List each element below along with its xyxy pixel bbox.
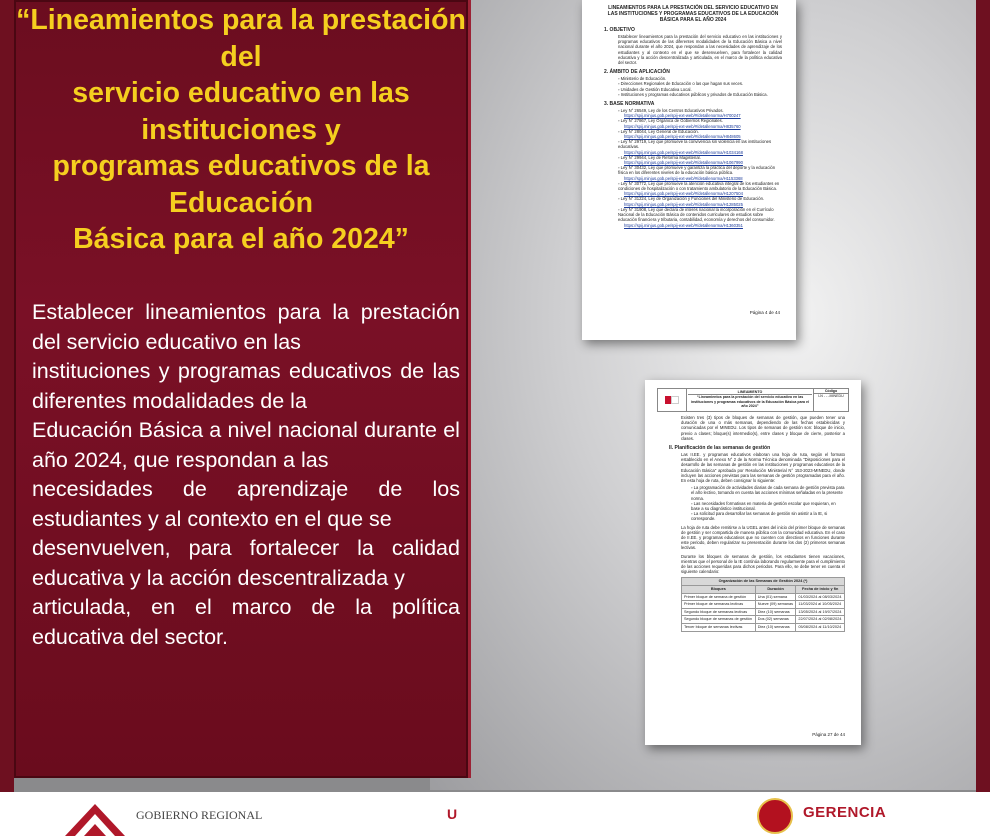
description-word: las xyxy=(432,359,460,383)
description-word: el xyxy=(443,418,460,442)
ambito-item: ▫ Unidades de Gestión Educativa Local. xyxy=(618,86,692,92)
norma-text: ▫ Ley N° 31908, Ley que declara de interés nacional la incorporación en el Currículo Nacional de la Educación Básica de contenidos curriculares de estudios sobre educación financiera y tributaria, contabilidad, economía y derechos del consumidor. xyxy=(618,206,775,223)
document-page-27 xyxy=(645,380,861,745)
description-word: la xyxy=(332,300,350,324)
doc2-page-number: Página 27 de 44 xyxy=(812,732,845,737)
table-row xyxy=(682,608,845,616)
table-row xyxy=(682,616,845,624)
description-word: de xyxy=(400,359,425,383)
norma-text: ▫ Ley N° 28044, Ley General de Educación. xyxy=(618,128,699,134)
description-word: y xyxy=(158,359,170,383)
table-cell: Diez (10) semanas xyxy=(755,608,796,616)
description-word: Básica xyxy=(138,418,204,442)
table-cell: Diez (10) semanas xyxy=(755,624,796,632)
table-cell: Segundo bloque de semanas lectivas xyxy=(682,608,756,616)
norma-item xyxy=(618,155,782,165)
doc-ugel-text: La hoja de ruta debe remitirse a la UGEL antes del inicio del primer bloque de semanas de gestión y ser compartida de manera pública con la comunidad educativa. En el caso de II.EE. y programas educativos que no cuenten con directivos en funciones durante este periodo, deben regularizar su presentación durante los dos (2) primeros semanas lectivas. xyxy=(681,524,845,551)
norma-item xyxy=(618,108,782,118)
description-line xyxy=(32,534,460,564)
title-line: del xyxy=(220,40,262,73)
description-word: los xyxy=(432,477,460,501)
footer-logos xyxy=(0,794,990,840)
description-word: Establecer xyxy=(32,300,134,324)
description-word: prestación xyxy=(360,300,460,324)
gerencia-seal-icon xyxy=(757,798,793,834)
ambito-item: ▫ Direcciones Regionales de Educación o las que hagan sus veces. xyxy=(618,81,744,87)
table-cell: Una (01) semana xyxy=(755,593,796,601)
norma-item xyxy=(618,181,782,197)
description-word: para xyxy=(277,300,321,324)
doc-section-ambito: 2. ÁMBITO DE APLICACIÓN xyxy=(604,69,670,76)
description-line xyxy=(32,593,460,623)
peru-logo-icon xyxy=(658,389,687,411)
left-stripe xyxy=(0,0,14,800)
norma-item xyxy=(618,165,782,181)
description-line xyxy=(32,387,460,417)
table-cell: Primer bloque de semana de gestión xyxy=(682,593,756,601)
description-word: educativa del sector. xyxy=(32,624,229,649)
table-row xyxy=(682,601,845,609)
description-line xyxy=(32,328,460,358)
table-cell: 01/03/2024 al 08/03/2024 xyxy=(796,593,845,601)
table-cell: Primer bloque de semanas lectivas xyxy=(682,601,756,609)
description-word: a xyxy=(209,418,222,442)
norma-link[interactable]: https://spij.minjus.gob.pe/spij-ext-web/#/detallenorma/H835760 xyxy=(624,123,741,129)
norma-item xyxy=(618,196,782,206)
description-word: instituciones xyxy=(32,359,151,383)
description-word: de xyxy=(378,477,403,501)
description-line xyxy=(32,357,460,387)
norma-text: ▫ Ley N° 30772, Ley que promueve la atención educativa integral de los estudiantes en condiciones de hospitalización o con tratamiento ambulatorio de la Educación Básica. xyxy=(618,180,780,192)
norma-item xyxy=(618,129,782,139)
doc-header-subtitle: “Lineamientos para la prestación del servicio educativo en las instituciones y programas educativos de la Educación Básica para el año 2024” xyxy=(690,395,810,409)
description-word: para xyxy=(188,536,232,560)
description-word: aprendizaje xyxy=(237,477,349,501)
description-word: calidad xyxy=(391,536,460,560)
right-stripe xyxy=(976,0,990,800)
norma-link[interactable]: https://spij.minjus.gob.pe/spij-ext-web/#/detallenorma/H848605 xyxy=(624,134,741,140)
title-line: Básica para el año 2024” xyxy=(73,223,409,255)
description-word: la xyxy=(355,595,372,619)
footer-right-text: GERENCIA xyxy=(803,804,887,821)
description-line xyxy=(32,505,460,535)
description-word: programas xyxy=(177,359,281,383)
table-header-cell: Bloques xyxy=(682,586,756,594)
norma-text: ▫ Ley N° 26549, Ley de los Centros Educativos Privados. xyxy=(618,108,724,114)
doc-bullets xyxy=(681,485,845,521)
document-page-4 xyxy=(582,0,796,340)
table-header-cell: Duración xyxy=(755,586,796,594)
ambito-item: ▫ Instituciones y programas educativos públicos y privados de Educación Básica. xyxy=(618,91,768,97)
norma-link[interactable]: https://spij.minjus.gob.pe/spij-ext-web/#/detallenorma/H1067990 xyxy=(624,160,743,166)
norma-item xyxy=(618,207,782,228)
description-word: educativa y la acción descentralizada y xyxy=(32,565,405,590)
table-cell: 05/08/2024 al 11/10/2024 xyxy=(796,624,845,632)
title-line: programas educativos de la xyxy=(52,150,430,182)
norma-link[interactable]: https://spij.minjus.gob.pe/spij-ext-web/#/detallenorma/H1360351 xyxy=(624,222,743,228)
description-word: diferentes modalidades de la xyxy=(32,388,307,413)
title-line: instituciones y xyxy=(141,113,341,146)
doc-section-planificacion: II. Planificación de las semanas de gestión xyxy=(669,445,771,452)
norma-text: ▫ Ley N° 29719, Ley que promueve la convivencia sin violencia en las instituciones educativas. xyxy=(618,139,772,150)
norma-item xyxy=(618,139,782,155)
norma-text: ▫ Ley N° 30432, Ley que promueve y garantiza la práctica del deporte y la educación física en los diferentes niveles de la educación básica pública. xyxy=(618,165,776,176)
description-line xyxy=(32,298,460,328)
description-word: de xyxy=(182,477,207,501)
description-word: desenvuelven, xyxy=(32,536,171,560)
doc-header-code-label: Código xyxy=(814,389,848,394)
doc-intro: Existen tres (3) tipos de bloques de semanas de gestión, que pueden tener una duración de una o más semanas, dependiendo de las fechas establecidas y comunicadas por el MINEDU. Los tipos de semanas de gestión son: bloque de inicio, previo a clases; bloque(s) intermedio(s), entre clases y bloque de cierre, posterior a clases. xyxy=(681,415,845,441)
norma-text: ▫ Ley N° 29944, Ley de Reforma Magisterial. xyxy=(618,154,701,160)
description-word: del servicio educativo en las xyxy=(32,329,301,354)
description-word: necesidades xyxy=(32,477,153,501)
table-cell: Tercer bloque de semanas lectivas xyxy=(682,624,756,632)
norma-link[interactable]: https://spij.minjus.gob.pe/spij-ext-web/#/detallenorma/H1153368 xyxy=(624,175,743,181)
footer-left-text: GOBIERNO REGIONAL xyxy=(136,808,263,822)
doc-section-objetivo: 1. OBJETIVO xyxy=(604,27,635,33)
table-cell: 11/03/2024 al 10/05/2024 xyxy=(796,601,845,609)
table-cell: 13/05/2024 al 19/07/2024 xyxy=(796,608,845,616)
description-line xyxy=(32,446,460,476)
description-word: la xyxy=(357,536,374,560)
table-header-row xyxy=(682,586,845,594)
description-word: lineamientos xyxy=(145,300,266,324)
table-cell: Nueve (09) semanas xyxy=(755,601,796,609)
table-header-cell: Fecha de inicio y fin xyxy=(796,586,845,594)
title-line: Educación xyxy=(168,186,314,219)
doc-bullet: ▫ La programación de actividades diarias de cada semana de gestión prevista para el año lectivo, tomando en cuenta las acciones mínimas señaladas en la presente norma. xyxy=(691,485,845,501)
description-word: año 2024, que respondan a las xyxy=(32,447,329,472)
description-word: articulada, xyxy=(32,595,132,619)
doc-ambito-list xyxy=(604,76,782,97)
footer-mid-text: U xyxy=(447,806,458,822)
info-panel xyxy=(14,0,471,778)
description-line xyxy=(32,623,460,653)
table-body xyxy=(682,593,845,631)
description-word: estudiantes y al contexto en el que se xyxy=(32,506,392,531)
table-row xyxy=(682,624,845,632)
description-word: durante xyxy=(364,418,438,442)
panel-description xyxy=(32,298,460,652)
norma-link[interactable]: https://spij.minjus.gob.pe/spij-ext-web/#/detallenorma/H1207504 xyxy=(624,191,743,197)
table-row xyxy=(682,593,845,601)
doc-bullet: ▫ Las necesidades formativas en materia de gestión escolar que requieran, en base a su diagnóstico institucional. xyxy=(691,500,836,512)
norma-link[interactable]: https://spij.minjus.gob.pe/spij-ext-web/#/detallenorma/H1034168 xyxy=(624,149,743,155)
description-line xyxy=(32,564,460,594)
regional-government-logo-icon xyxy=(60,798,130,838)
ambito-item: ▫ Ministerio de Educación. xyxy=(618,76,667,82)
description-word: en xyxy=(151,595,176,619)
doc-normas-list xyxy=(604,108,782,228)
doc-title: LINEAMIENTOS PARA LA PRESTACIÓN DEL SERVICIO EDUCATIVO EN LAS INSTITUCIONES Y PROGRAMAS EDUCATIVOS DE LA EDUCACIÓN BÁSICA PARA EL AÑO 2024 xyxy=(607,5,779,23)
doc-bullet: ▫ La solicitud para desarrollar las semanas de gestión sin asistir a la IE, si corresponde. xyxy=(691,511,828,522)
doc-header-code: LN - - -MINEDU xyxy=(818,394,844,399)
doc-section-base: 3. BASE NORMATIVA xyxy=(604,101,655,108)
table-title: Organización de las Semanas de Gestión 2024 (*) xyxy=(682,578,845,586)
norma-text: ▫ Ley N° 31224, Ley de Organización y Funciones del Ministerio de Educación. xyxy=(618,196,765,202)
description-word: marco xyxy=(231,595,292,619)
doc-plan-text: Las II.EE. y programas educativos elaboran una hoja de ruta, según el formato establecido en el Anexo N° 2 de la Norma Técnica denominada "Disposiciones para el desarrollo de las semanas de gestión en las instituciones y programas educativos de la Educación Básica" aprobada por Resolución Ministerial N° 153-2023-MINEDU, donde incluyen las acciones previstas para las semanas de gestión programadas para el año. En esta hoja de ruta, deben consignar lo siguiente: xyxy=(681,452,845,484)
description-word: política xyxy=(391,595,460,619)
schedule-table xyxy=(681,577,845,631)
table-cell: Dos (02) semanas xyxy=(755,616,796,624)
title-line: “Lineamientos para la prestación xyxy=(16,4,466,36)
description-line xyxy=(32,416,460,446)
description-word: fortalecer xyxy=(249,536,340,560)
description-word: nacional xyxy=(277,418,358,442)
description-word: de xyxy=(311,595,336,619)
table-cell: Segundo bloque de semanas de gestión xyxy=(682,616,756,624)
title-line: servicio educativo en las xyxy=(72,77,410,109)
doc-header-label: LINEAMIENTO xyxy=(688,390,812,395)
description-word: educativos xyxy=(289,359,392,383)
description-word: el xyxy=(195,595,212,619)
panel-title xyxy=(14,2,468,258)
description-line xyxy=(32,475,460,505)
norma-link[interactable]: https://spij.minjus.gob.pe/spij-ext-web/#/detallenorma/H700247 xyxy=(624,113,741,119)
doc-objective-text: Establecer lineamientos para la prestación del servicio educativo en las instituciones y programas educativos de las diferentes modalidades de la Educación Básica a nivel nacional durante el año 2024, que respondan a las necesidades de aprendizaje de los estudiantes y al contexto en el que se desenvuelven, para fortalecer la calidad educativa y la acción descentralizada y articulada, en el marco de la política educativa del sector. xyxy=(618,34,782,66)
table-cell: 22/07/2024 al 02/08/2024 xyxy=(796,616,845,624)
doc-page-number: Página 4 de 44 xyxy=(749,310,780,315)
norma-text: ▫ Ley N° 27867, Ley Orgánica de Gobiernos Regionales. xyxy=(618,118,723,124)
norma-link[interactable]: https://spij.minjus.gob.pe/spij-ext-web/#/detallenorma/H1285025 xyxy=(624,201,743,207)
doc-header xyxy=(657,388,849,412)
doc-vacation-text: Durante los bloques de semanas de gestión, los estudiantes tienen vacaciones, mientras que el personal de la IE continúa laborando regularmente para el cumplimiento de las acciones requeridas para dichos periodos. Para ello, se debe tener en cuenta el siguiente calendario: xyxy=(681,553,845,575)
description-word: Educación xyxy=(32,418,133,442)
description-word: nivel xyxy=(227,418,272,442)
norma-item xyxy=(618,118,782,128)
